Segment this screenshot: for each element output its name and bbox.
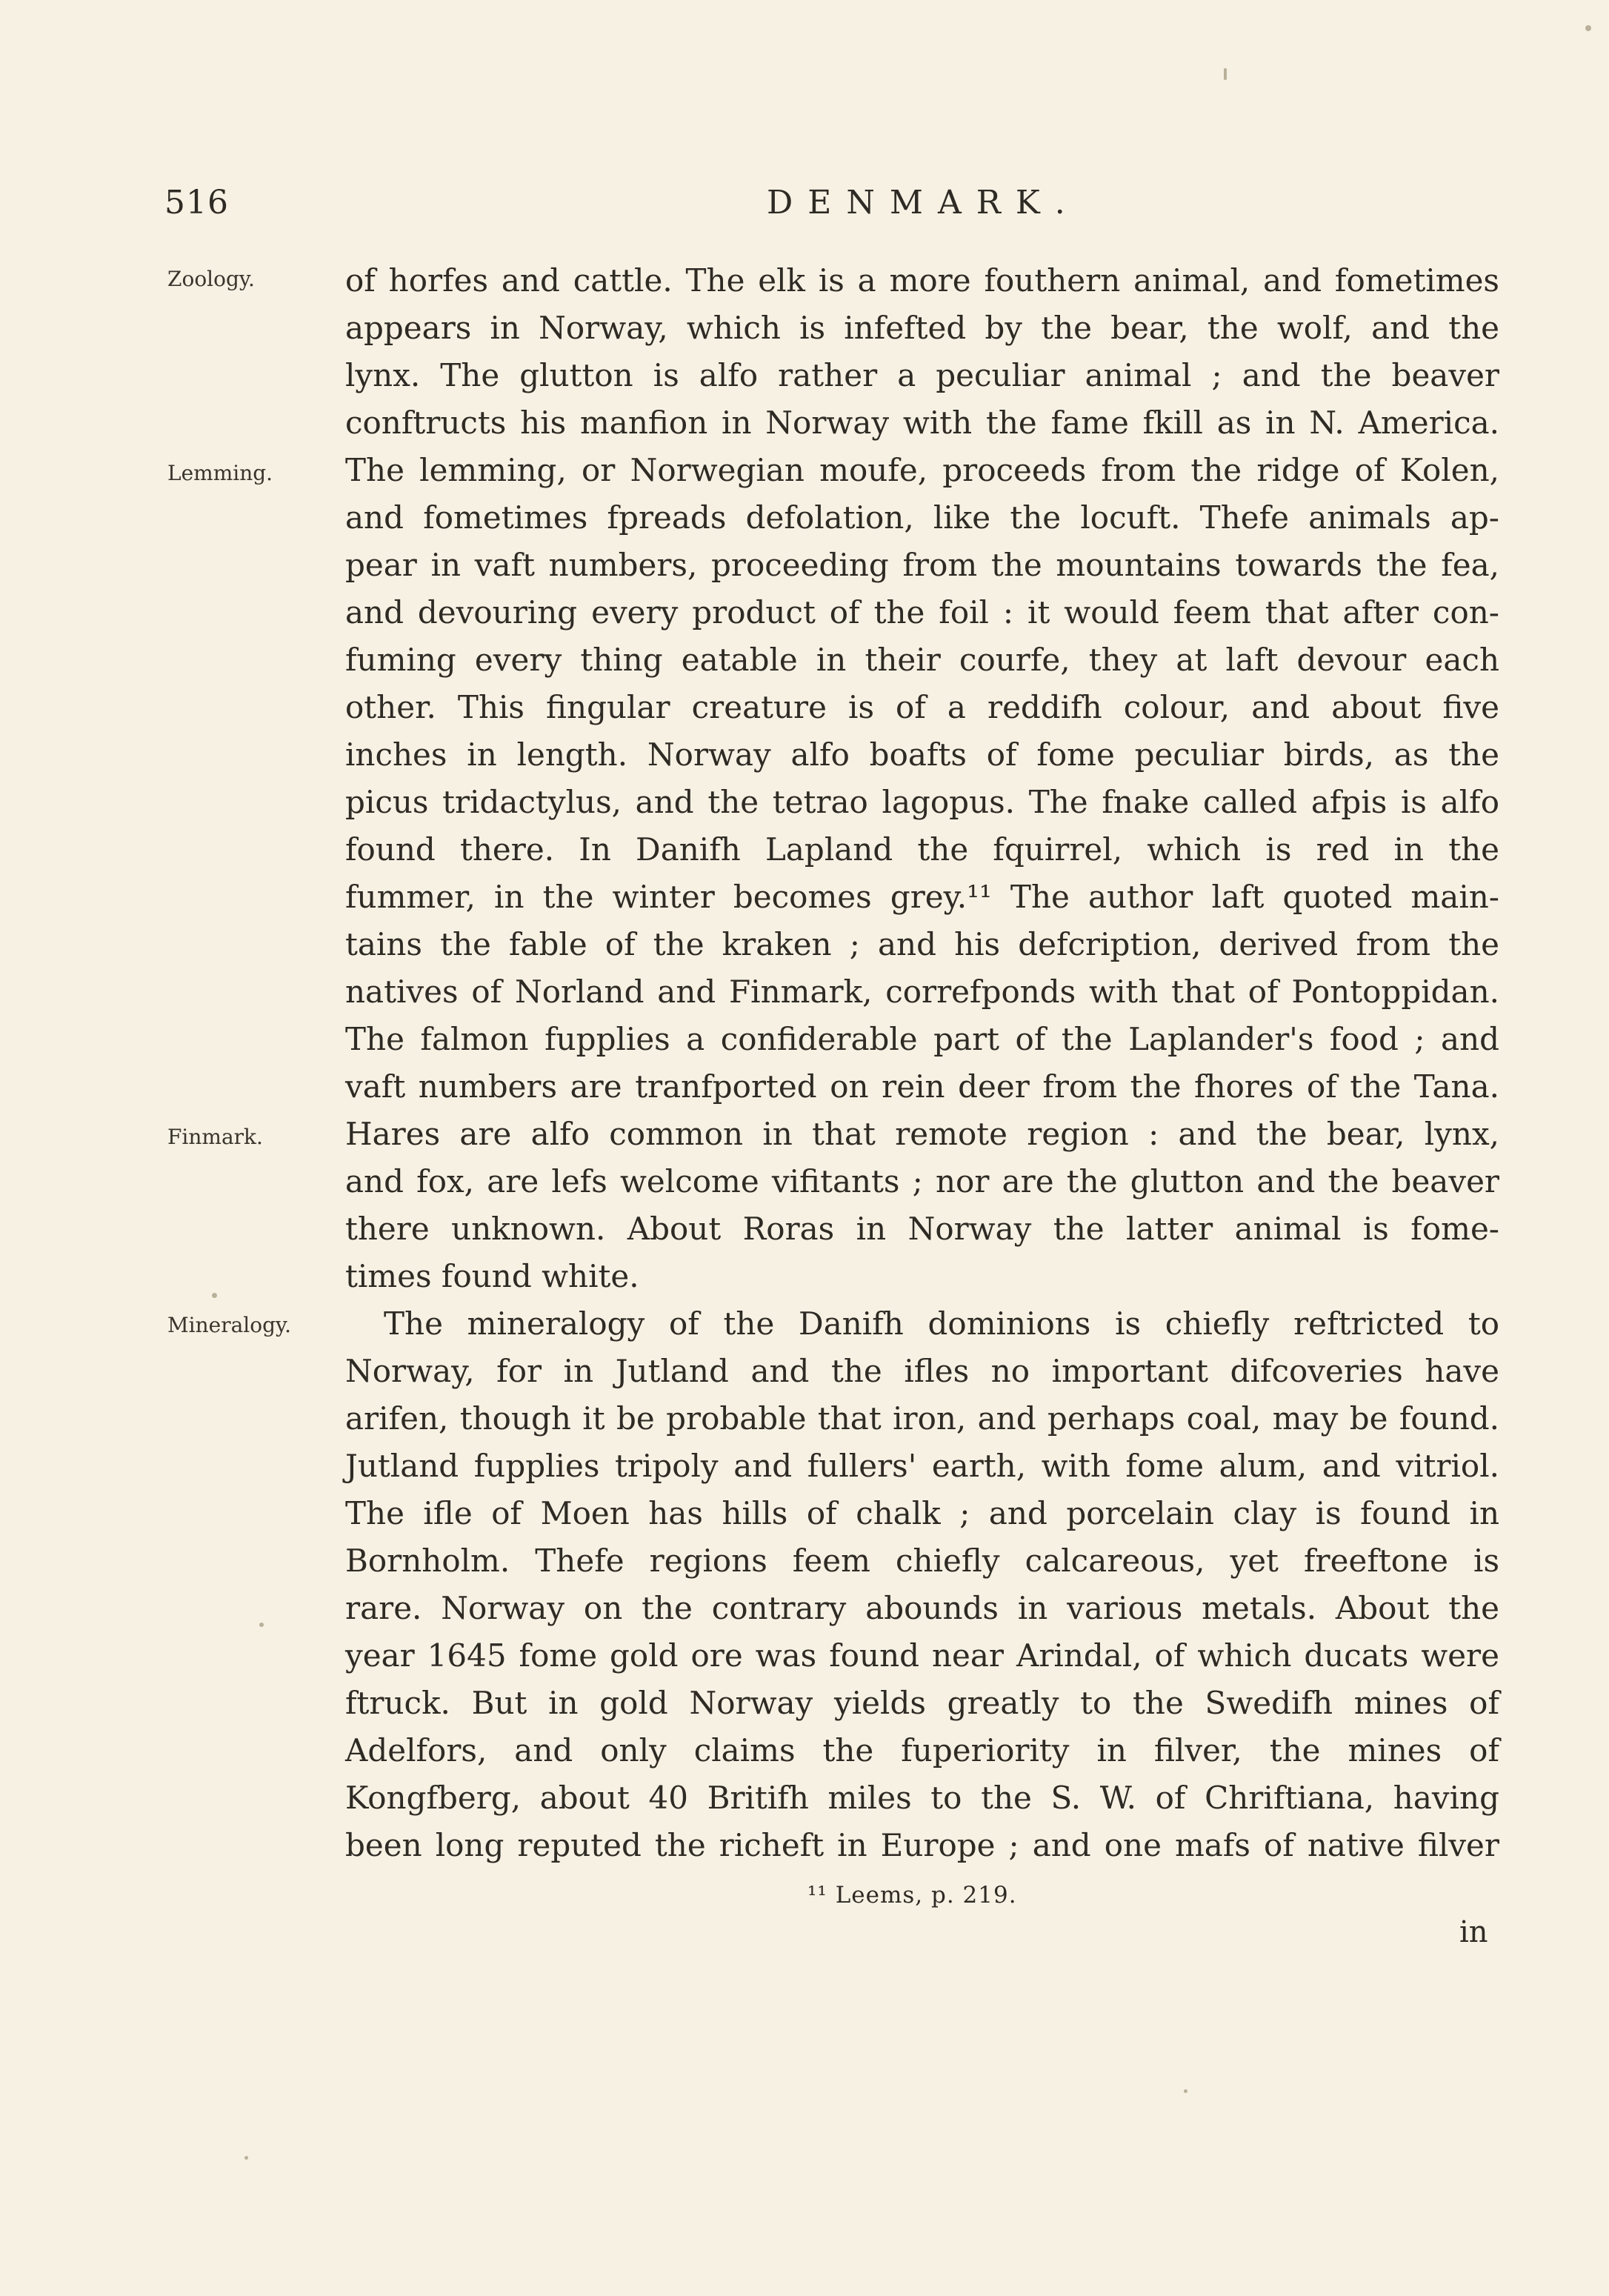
- text-line: ftruck. But in gold Norway yields greatly to the Swedifh mines of: [345, 1685, 1499, 1721]
- text-line: Bornholm. Thefe regions feem chiefly calcareous, yet freeftone is: [345, 1543, 1499, 1579]
- catchword: in: [1459, 1915, 1488, 1949]
- paper-speck: [1585, 25, 1591, 31]
- text-line: appears in Norway, which is infefted by the bear, the wolf, and the: [345, 310, 1499, 346]
- text-line: Adelfors, and only claims the fuperiority in filver, the mines of: [345, 1732, 1499, 1768]
- text-line: found there. In Danifh Lapland the fquirrel, which is red in the: [345, 831, 1499, 868]
- text-line: Norway, for in Jutland and the ifles no important difcoveries have: [345, 1353, 1499, 1389]
- body-text: [345, 257, 1499, 1869]
- text-line: arifen, though it be probable that iron, and perhaps coal, may be found.: [345, 1400, 1499, 1437]
- text-line: natives of Norland and Finmark, correfponds with that of Pontoppidan.: [345, 974, 1499, 1010]
- text-line: tains the fable of the kraken ; and his defcription, derived from the: [345, 926, 1499, 962]
- paper-speck: [1224, 68, 1227, 80]
- page-number: 516: [164, 184, 229, 222]
- text-line: of horfes and cattle. The elk is a more fouthern animal, and fometimes: [345, 262, 1499, 299]
- text-line: there unknown. About Roras in Norway the latter animal is fome-: [345, 1211, 1499, 1247]
- text-line: fuming every thing eatable in their courfe, they at laft devour each: [345, 642, 1499, 678]
- margin-note-mineralogy: Mineralogy.: [167, 1313, 292, 1337]
- text-line: conftructs his manfion in Norway with the fame fkill as in N. America.: [345, 405, 1499, 441]
- text-line: The falmon fupplies a confiderable part of the Laplander's food ; and: [345, 1021, 1499, 1057]
- text-line: and devouring every product of the foil : it would feem that after con-: [345, 594, 1499, 630]
- running-head: DENMARK.: [767, 184, 1080, 222]
- text-line: and fox, are lefs welcome vifitants ; nor are the glutton and the beaver: [345, 1163, 1499, 1199]
- text-line: Jutland fupplies tripoly and fullers' earth, with fome alum, and vitriol.: [345, 1448, 1499, 1484]
- text-line: pear in vaft numbers, proceeding from the mountains towards the fea,: [345, 547, 1499, 583]
- text-line: inches in length. Norway alfo boafts of fome peculiar birds, as the: [345, 736, 1499, 773]
- text-line: The lemming, or Norwegian moufe, proceeds from the ridge of Kolen,: [345, 452, 1499, 488]
- footnote: ¹¹ Leems, p. 219.: [807, 1882, 1017, 1909]
- paper-speck: [259, 1623, 264, 1627]
- margin-note-zoology: Zoology.: [167, 267, 255, 291]
- text-line: lynx. The glutton is alfo rather a peculiar animal ; and the beaver: [345, 357, 1499, 393]
- text-line: and fometimes fpreads defolation, like the locuft. Thefe animals ap-: [345, 499, 1499, 536]
- text-line: other. This fingular creature is of a reddifh colour, and about five: [345, 689, 1499, 725]
- text-line: Hares are alfo common in that remote region : and the bear, lynx,: [345, 1116, 1499, 1152]
- paper-speck: [1184, 2089, 1187, 2093]
- paper-speck: [212, 1293, 217, 1298]
- text-line: The ifle of Moen has hills of chalk ; and porcelain clay is found in: [345, 1495, 1499, 1531]
- text-line: year 1645 fome gold ore was found near Arindal, of which ducats were: [345, 1637, 1499, 1674]
- margin-note-lemming: Lemming.: [167, 461, 273, 485]
- text-line: picus tridactylus, and the tetrao lagopus. The fnake called afpis is alfo: [345, 784, 1499, 820]
- text-line: times found white.: [345, 1258, 639, 1294]
- text-line: fummer, in the winter becomes grey.¹¹ The author laft quoted main-: [345, 879, 1499, 915]
- text-line: Kongfberg, about 40 Britifh miles to the S. W. of Chriftiana, having: [345, 1780, 1499, 1816]
- text-line: been long reputed the richeft in Europe ; and one mafs of native filver: [345, 1827, 1499, 1863]
- margin-note-finmark: Finmark.: [167, 1125, 263, 1149]
- text-line: The mineralogy of the Danifh dominions is chiefly reftricted to: [384, 1305, 1499, 1342]
- text-line: rare. Norway on the contrary abounds in various metals. About the: [345, 1590, 1499, 1626]
- text-line: vaft numbers are tranfported on rein deer from the fhores of the Tana.: [345, 1068, 1499, 1105]
- paper-speck: [244, 2156, 248, 2160]
